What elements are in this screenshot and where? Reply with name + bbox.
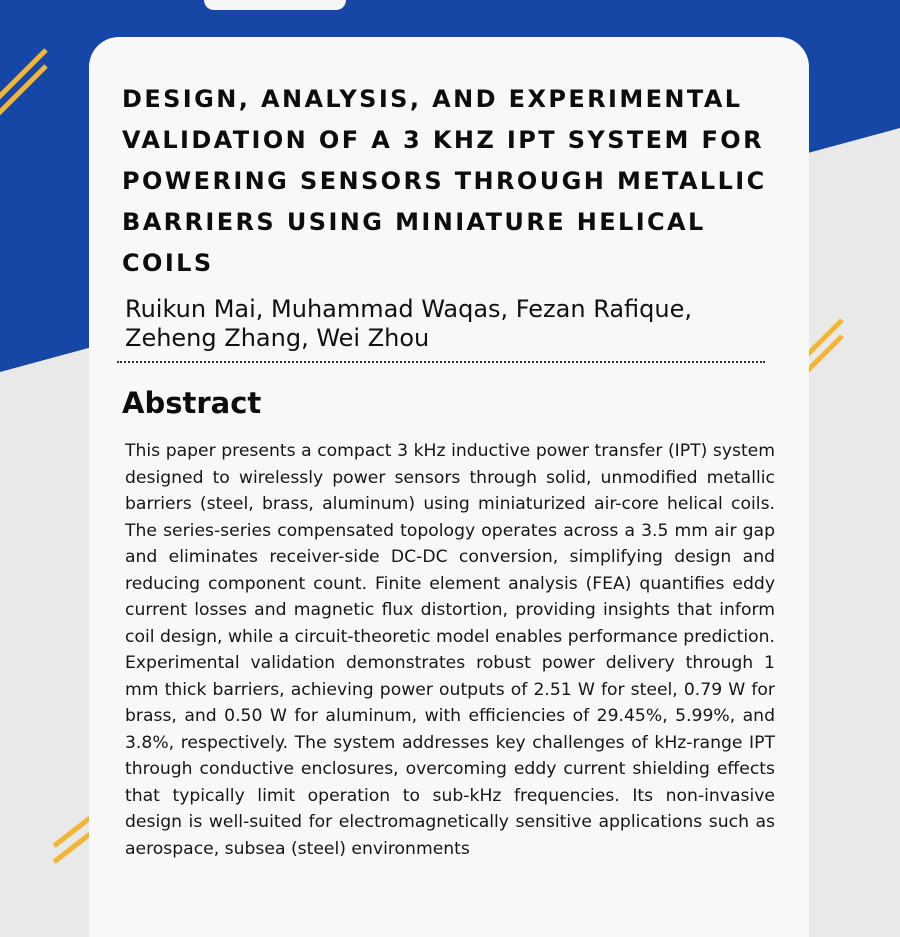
dotted-divider (117, 361, 765, 363)
paper-card (89, 37, 809, 937)
top-tab-decoration (204, 0, 346, 10)
accent-stripes-right (800, 312, 860, 382)
abstract-text: This paper presents a compact 3 kHz inductive power transfer (IPT) system designed to wirelessly power sensors through solid, unmodified metallic barriers (steel, brass, aluminum) using miniaturized air-core helical coils. The series-series compensated topology operates across a 3.5 mm air gap and eliminates receiver-side DC-DC conversion, simplifying design and reducing component count. Finite element analysis (FEA) quantifies eddy current losses and magnetic flux distortion, providing insights that inform coil design, while a circuit-theoretic model enables performance prediction. Experimental validation demonstrates robust power delivery through 1 mm thick barriers, achieving power outputs of 2.51 W for steel, 0.79 W for brass, and 0.50 W for aluminum, with efficiencies of 29.45%, 5.99%, and 3.8%, respectively. The system addresses key challenges of kHz-range IPT through conductive enclosures, overcoming eddy current shielding effects that typically limit operation to sub-kHz frequencies. Its non-invasive design is well-suited for electromagnetically sensitive applications such as aerospace, subsea (steel) environments (125, 441, 775, 859)
abstract-heading: Abstract (122, 386, 262, 420)
paper-authors: Ruikun Mai, Muhammad Waqas, Fezan Rafique, Zeheng Zhang, Wei Zhou (125, 295, 693, 352)
accent-stripes-top-left (0, 40, 60, 120)
paper-title: DESIGN, ANALYSIS, AND EXPERIMENTAL VALIDATION OF A 3 KHZ IPT SYSTEM FOR POWERING SENSORS THROUGH METALLIC BARRIERS USING MINIATURE HELICAL COILS (122, 85, 767, 277)
